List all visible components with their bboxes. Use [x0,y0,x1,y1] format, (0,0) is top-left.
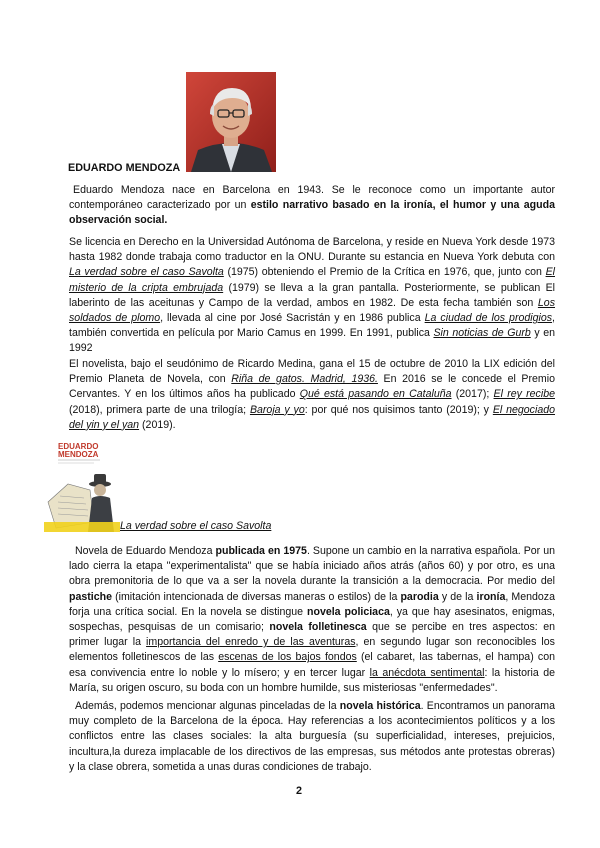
link-ciudad[interactable]: La ciudad de los prodigios [424,312,553,325]
savolta-bold-folletinesca: novela folletinesca [269,621,367,634]
author-name: EDUARDO MENDOZA [68,162,181,174]
savolta-text-3: (imitación intencionada de diversas maneras o estilos) de la [111,590,401,603]
link-cover-savolta[interactable]: La verdad sobre el caso Savolta [120,520,272,532]
novelist-text-1: El novelista, bajo el seudónimo de Ricardo Medina, gana el 15 de octubre de 2010 la LIX edición del Premio Planeta de Novela, con [69,358,555,386]
intro-bold: estilo narrativo basado en la ironía, el humor y una aguda observación social. [69,199,555,227]
author-portrait-icon [186,72,276,172]
savolta-paragraph [69,544,555,696]
link-savolta[interactable]: La verdad sobre el caso Savolta [69,266,224,279]
link-negociado[interactable]: El negociado del yin y el yan [69,403,555,431]
savolta-bold-pastiche: pastiche [69,590,112,603]
bio-text-6: y en 1992 [69,327,555,355]
savolta-text-2: . Supone un cambio en la narrativa española. Por un lado cierra la etapa "experimentalista" que se había iniciado años atrás (años 60) y por otro, es una obra premonitoria de lo que va a ser la novela durante la transición a la democracia. Por medio del [69,545,556,588]
savolta-bold-1: publicada en 1975 [215,545,307,557]
link-baroja[interactable]: Baroja y yo [249,403,305,416]
historica-paragraph [69,699,555,775]
savolta-text-6: , ya que hay asesinatos, enigmas, sospechas, pesquisas de un comisario; [69,605,556,634]
savolta-text-9: (el cabaret, las tabernas, el hampa) con esa convivencia entre lo noble y lo mísero; y en tercer lugar [69,651,555,679]
author-photo [186,72,276,172]
cover-caption [120,520,271,532]
novelist-text-4: (2018), primera parte de una trilogía; [69,403,250,416]
savolta-text-10: : la historia de María, su origen oscuro, su boda con un hombre humilde, sus misteriosas "enfermedades". [69,666,555,694]
cover-brand-line2: MENDOZA [58,450,99,459]
historica-text-2: . Encontramos un panorama muy completo de la Barcelona de la época. Hay referencias a los acontecimientos políticos y a los conflictos entre las clases sociales: la alta burguesía (su superficialidad, intereses, prejuicios, incultura,la dureza implacable de los directivos de las empresas, sus métodos ante protestas obreras) y la clase obrera, sometida a unas duras condiciones de trabajo. [69,700,555,773]
savolta-underline-enredo: importancia del enredo y de las aventuras [146,636,356,649]
savolta-text-1: Novela de Eduardo Mendoza [75,545,216,557]
savolta-bold-policiaca: novela policiaca [307,605,390,618]
savolta-underline-sentimental: la anécdota sentimental [369,666,485,679]
savolta-underline-bajos-fondos: escenas de los bajos fondos [218,651,357,664]
book-cover-icon [44,440,120,532]
savolta-bold-ironia: ironía [476,590,506,603]
bio-text-3: (1979) se lleva a la gran pantalla. Posteriormente, se publican El laberinto de las aceitunas y Campo de la verdad, ambos en 1982. De esta fecha también son [69,281,555,309]
bio-text-2: (1975) obteniendo el Premio de la Crítica en 1976, que, junto con [223,266,546,279]
savolta-text-7: que se percibe en tres aspectos: en primer lugar la [69,621,555,649]
savolta-text-5: , Mendoza forja una crítica social. En la novela se distingue [69,590,555,618]
link-rina-de-gatos[interactable]: Riña de gatos. Madrid, 1936. [231,373,378,386]
bio-text-5: , también convertida en película por Mario Camus en 1999. En 1991, publica [69,312,555,340]
novelist-text-6: (2019). [139,418,176,431]
savolta-text-8: , en segundo lugar son reconocibles los elementos folletinescos de las [69,636,555,664]
bio-text-4: , llevada al cine por José Sacristán y en 1986 publica [160,312,425,325]
cover-brand-line1: EDUARDO [58,442,99,451]
page-number: 2 [296,785,303,797]
book-cover [44,440,120,532]
savolta-text-4: y de la [438,590,477,603]
link-cripta[interactable]: El misterio de la cripta embrujada [69,266,555,294]
novelist-text-5: : por qué nos quisimos tanto (2019); y [304,403,493,416]
link-cataluna[interactable]: Qué está pasando en Cataluña [299,388,452,401]
intro-text: Eduardo Mendoza nace en Barcelona en 1943. Se le reconoce como un importante autor contemporáneo caracterizado por un [69,184,555,212]
savolta-bold-parodia: parodia [400,590,439,603]
historica-bold: novela histórica [339,700,421,712]
novelist-paragraph [69,357,555,433]
link-soldados[interactable]: Los soldados de plomo [69,296,555,325]
link-gurb[interactable]: Sin noticias de Gurb [433,327,531,340]
historica-text-1: Además, podemos mencionar algunas pinceladas de la [75,700,340,712]
bio-text-1: Se licencia en Derecho en la Universidad Autónoma de Barcelona, y reside en Nueva York desde 1973 hasta 1982 donde trabaja como traductor en la ONU. Durante su estancia en Nueva York debuta con [69,236,555,264]
link-el-rey-recibe[interactable]: El rey recibe [493,388,555,401]
novelist-text-3: (2017); [451,388,494,401]
bio-paragraph [69,235,555,357]
intro-paragraph [69,183,555,229]
novelist-text-2: En 2016 se le concede el Premio Cervantes. Y en los últimos años ha publicado [69,373,555,401]
